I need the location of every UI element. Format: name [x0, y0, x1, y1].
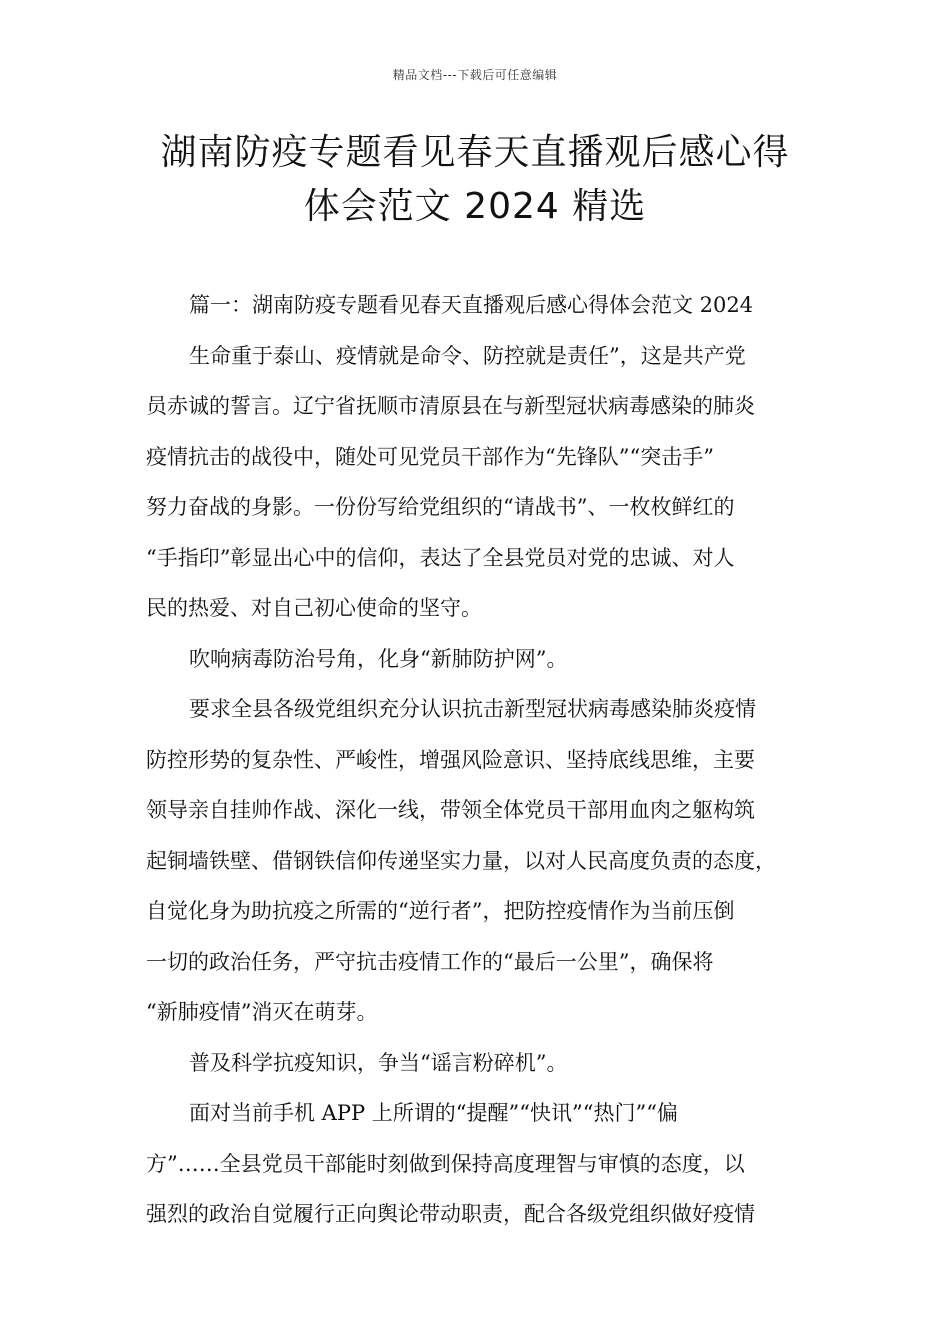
header-note: 精品文档---下载后可任意编辑 [392, 68, 558, 82]
text-line: “手指印”彰显出心中的信仰，表达了全县党员对党的忠诚、对人 [146, 545, 735, 570]
title-line-1: 湖南防疫专题看见春天直播观后感心得 [160, 132, 790, 173]
text-line: 领导亲自挂帅作战、深化一线，带领全体党员干部用血肉之躯构筑 [146, 798, 755, 822]
text-line: 防控形势的复杂性、严峻性，增强风险意识、坚持底线思维，主要 [146, 747, 755, 772]
text-line: 吹响病毒防治号角，化身“新肺防护网”。 [189, 646, 568, 671]
text-line: 一切的政治任务，严守抗击疫情工作的“最后一公里”，确保将 [146, 949, 714, 974]
text-line: 努力奋战的身影。一份份写给党组织的“请战书”、一枚枚鲜红的 [146, 495, 735, 519]
text-line: 自觉化身为助抗疫之所需的“逆行者”，把防控疫情作为当前压倒 [146, 899, 735, 923]
text-line: “新肺疫情”消灭在萌芽。 [146, 1000, 378, 1024]
text-line: 篇一：湖南防疫专题看见春天直播观后感心得体会范文 2024 [189, 293, 754, 317]
document-title [100, 126, 850, 234]
text-line: 员赤诚的誓言。辽宁省抚顺市清原县在与新型冠状病毒感染的肺炎 [146, 394, 755, 418]
text-line: 民的热爱、对自己初心使命的坚守。 [146, 596, 482, 620]
text-line: 起铜墙铁壁、借钢铁信仰传递坚实力量，以对人民高度负责的态度， [146, 848, 776, 873]
title-line-2: 体会范文 2024 精选 [303, 186, 647, 227]
text-line: 要求全县各级党组织充分认识抗击新型冠状病毒感染肺炎疫情 [189, 697, 756, 721]
text-line: 生命重于泰山、疫情就是命令、防控就是责任”，这是共产党 [189, 343, 746, 368]
text-line: 普及科学抗疫知识，争当“谣言粉碎机”。 [189, 1050, 568, 1075]
text-line: 疫情抗击的战役中，随处可见党员干部作为“先锋队”“突击手” [146, 444, 714, 469]
text-line: 面对当前手机 APP 上所谓的“提醒”“快讯”“热门”“偏 [189, 1101, 678, 1125]
text-line: 方”……全县党员干部能时刻做到保持高度理智与审慎的态度，以 [146, 1151, 745, 1176]
text-line: 强烈的政治自觉履行正向舆论带动职责，配合各级党组织做好疫情 [146, 1202, 755, 1226]
body-text [146, 280, 826, 1240]
